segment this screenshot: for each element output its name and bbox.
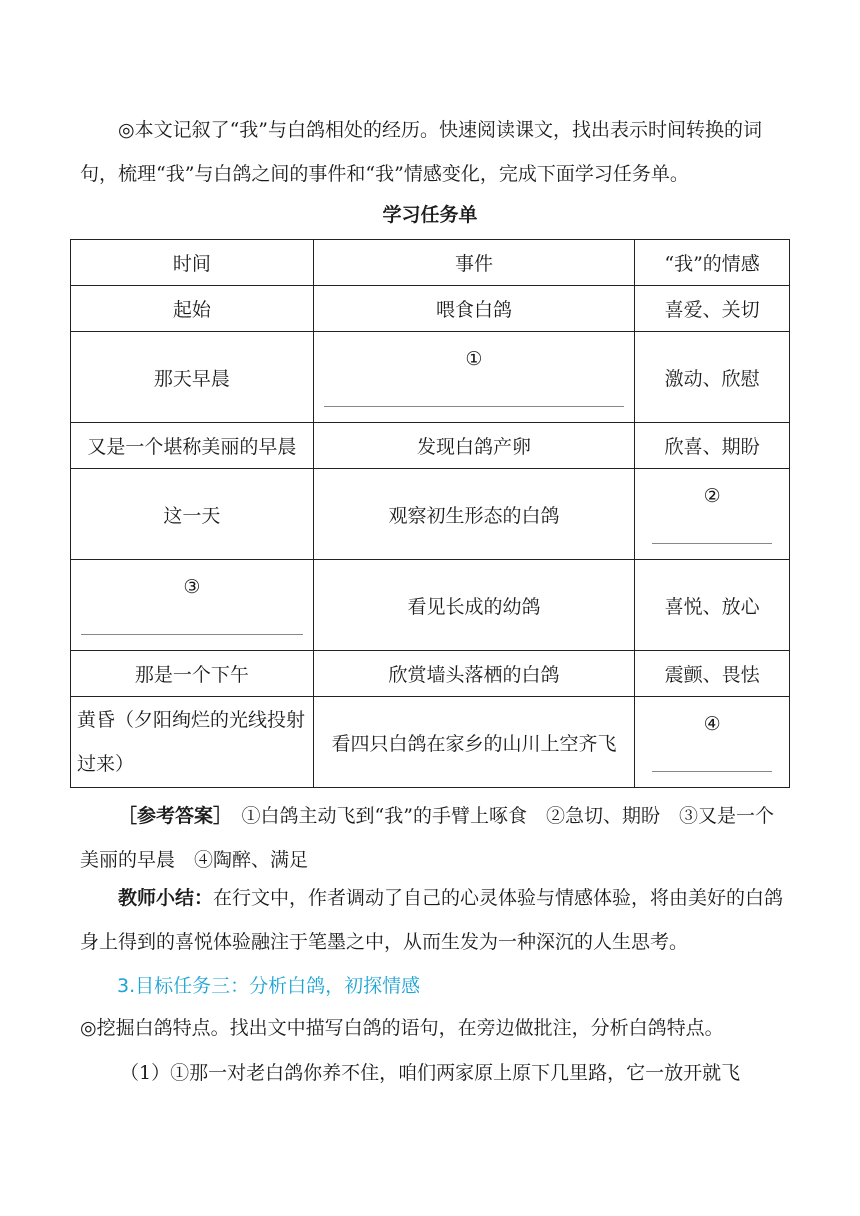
row-time: 那是一个下午 — [71, 651, 314, 697]
section-title: 3.目标任务三：分析白鸽，初探情感 — [117, 975, 421, 997]
row-time: 又是一个堪称美丽的早晨 — [71, 423, 314, 469]
row-event: 欣赏墙头落栖的白鸽 — [313, 651, 634, 697]
row-feeling: 欣喜、期盼 — [635, 423, 790, 469]
header-feeling: “我”的情感 — [635, 240, 790, 286]
row-event: 观察初生形态的白鸽 — [313, 469, 634, 560]
blank-line — [324, 406, 624, 407]
table-title: 学习任务单 — [382, 204, 478, 226]
blank-answer-3 — [71, 560, 314, 651]
summary-label: 教师小结： — [118, 887, 214, 909]
row-event: 发现白鸽产卵 — [313, 423, 634, 469]
table-row — [71, 560, 790, 651]
summary-text: 在行文中，作者调动了自己的心灵体验与情感体验，将由美好的白鸽身上得到的喜悦体验融注于笔墨之中，从而生发为一种深沉的人生思考。 — [80, 887, 784, 953]
header-event: 事件 — [313, 240, 634, 286]
row-time: 那天早晨 — [71, 332, 314, 423]
blank-answer-1 — [313, 332, 634, 423]
row-time: 起始 — [71, 286, 314, 332]
row-event: 看见长成的幼鸽 — [313, 560, 634, 651]
table-row — [71, 697, 790, 788]
blank-line — [652, 543, 772, 544]
row-feeling: 激动、欣慰 — [635, 332, 790, 423]
table-header-row — [71, 240, 790, 286]
blank-number: ① — [465, 347, 483, 370]
header-time: 时间 — [71, 240, 314, 286]
answer-paragraph — [80, 794, 785, 882]
blank-answer-2 — [635, 469, 790, 560]
table-row — [71, 332, 790, 423]
task-table — [70, 239, 790, 788]
answer-text: ①白鸽主动飞到“我”的手臂上啄食 ②急切、期盼 ③又是一个美丽的早晨 ④陶醉、满足 — [80, 805, 774, 871]
blank-line — [652, 771, 772, 772]
intro-paragraph: ◎本文记叙了“我”与白鸽相处的经历。快速阅读课文，找出表示时间转换的词句，梳理“我”与白鸽之间的事件和“我”情感变化，完成下面学习任务单。 — [80, 119, 763, 185]
row-feeling: 喜悦、放心 — [635, 560, 790, 651]
table-row — [71, 286, 790, 332]
row-event: 看四只白鸽在家乡的山川上空齐飞 — [313, 697, 634, 788]
row-feeling: 震颤、畏怯 — [635, 651, 790, 697]
table-row — [71, 651, 790, 697]
blank-number: ③ — [183, 575, 201, 598]
table-row — [71, 469, 790, 560]
blank-line — [81, 634, 303, 635]
table-row — [71, 423, 790, 469]
quote-paragraph: （1）①那一对老白鸽你养不住，咱们两家原上原下几里路，它一放开就飞 — [120, 1062, 741, 1084]
row-time: 黄昏（夕阳绚烂的光线投射过来） — [71, 697, 314, 788]
row-event: 喂食白鸽 — [313, 286, 634, 332]
row-time: 这一天 — [71, 469, 314, 560]
summary-paragraph — [80, 876, 785, 964]
row-feeling: 喜爱、关切 — [635, 286, 790, 332]
blank-number: ② — [703, 484, 721, 507]
task3-paragraph — [80, 1006, 785, 1050]
blank-number: ④ — [703, 712, 721, 735]
task3-text: ◎挖掘白鸽特点。找出文中描写白鸽的语句，在旁边做批注，分析白鸽特点。 — [80, 1017, 724, 1039]
answer-label: ［参考答案］ — [118, 805, 223, 827]
blank-answer-4 — [635, 697, 790, 788]
